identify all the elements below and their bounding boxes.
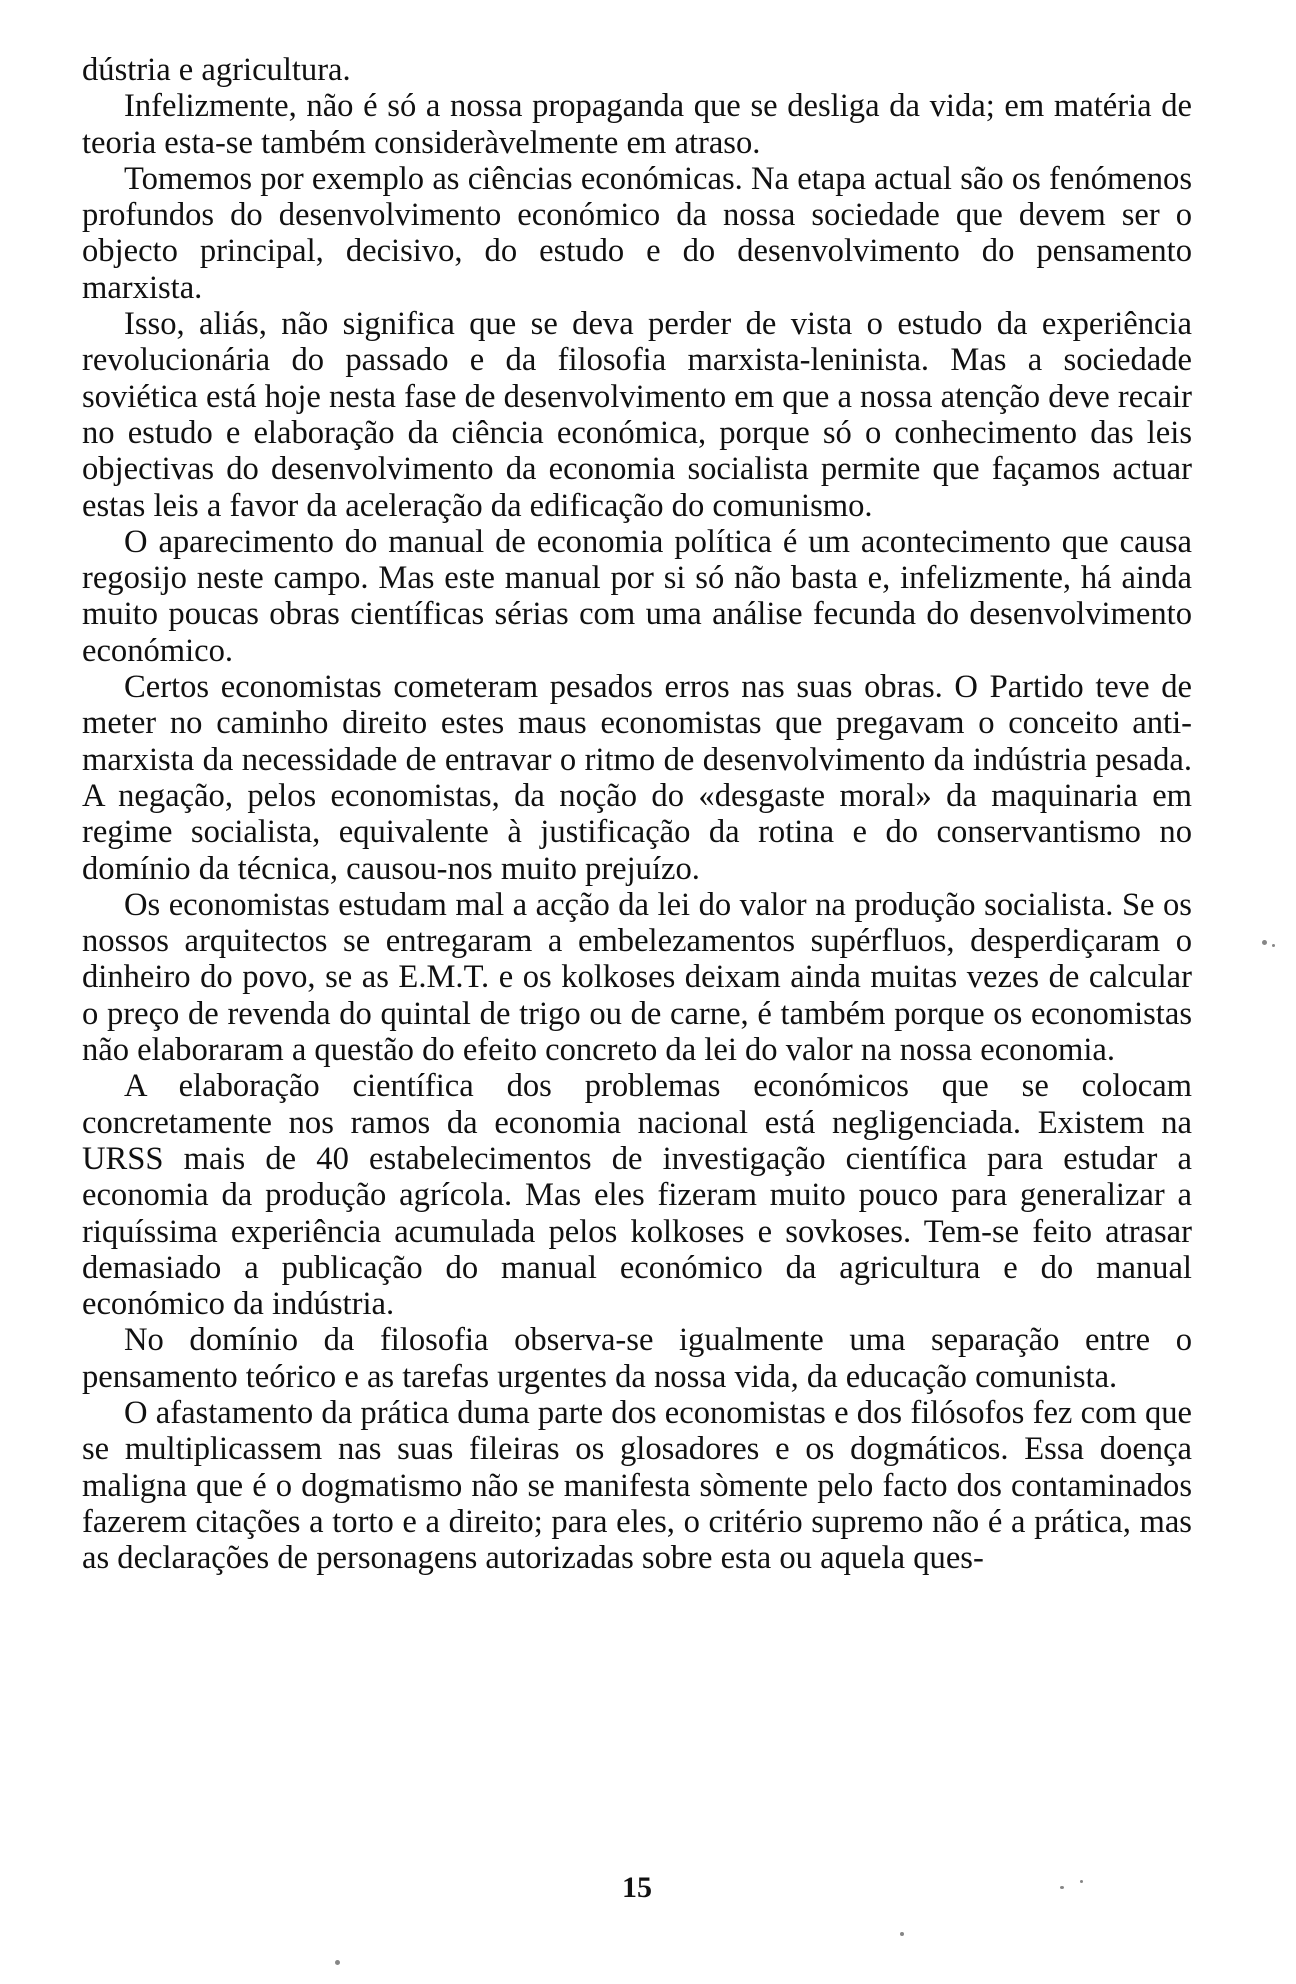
paragraph-1: dústria e agricultura. [82, 52, 351, 88]
paragraph-9: No domínio da filosofia observa-se igualmente uma separação entre o pensamento teórico e as tarefas urgentes da nossa vida, da educação comunista. [82, 1322, 1192, 1395]
paragraph-2: Infelizmente, não é só a nossa propaganda que se desliga da vida; em matéria de teoria esta-se também consideràvelmente em atraso. [82, 88, 1192, 161]
paragraph-5: O aparecimento do manual de economia política é um acontecimento que causa regosijo neste campo. Mas este manual por si só não basta e, infelizmente, há ainda muito poucas obras científicas sérias com uma análise fecunda do desenvolvimento económico. [82, 523, 1192, 669]
paragraph-10: O afastamento da prática duma parte dos economistas e dos filósofos fez com que se multiplicassem nas suas fileiras os glosadores e os dogmáticos. Essa doença maligna que é o dogmatismo não se manifesta sòmente pelo facto dos contaminados fazerem citações a torto e a direito; para eles, o critério supremo não é a prática, mas as declarações de personagens autorizadas sobre esta ou aquela ques- [82, 1394, 1192, 1577]
paragraph-4: Isso, aliás, não significa que se deva perder de vista o estudo da experiência revolucionária do passado e da filosofia marxista-leninista. Mas a sociedade soviética está hoje nesta fase de desenvolvimento em que a nossa atenção deve recair no estudo e elaboração da ciência económica, porque só o conhecimento das leis objectivas do desenvolvimento da economia socialista permite que façamos actuar estas leis a favor da aceleração da edificação do comunismo. [82, 306, 1192, 524]
paragraph-7: Os economistas estudam mal a acção da lei do valor na produção socialista. Se os nossos arquitectos se entregaram a embelezamentos supérfluos, desperdiçaram o dinheiro do povo, se as E.M.T. e os kolkoses deixam ainda muitas vezes de calcular o preço de revenda do quintal de trigo ou de carne, é também porque os economistas não elaboraram a questão do efeito concreto da lei do valor na nossa economia. [82, 886, 1192, 1069]
document-page [82, 52, 1192, 1932]
paragraph-3: Tomemos por exemplo as ciências económicas. Na etapa actual são os fenómenos profundos do desenvolvimento económico da nossa sociedade que devem ser o objecto principal, decisivo, do estudo e do desenvolvimento do pensamento marxista. [82, 160, 1192, 306]
scan-speck [900, 1932, 904, 1936]
paragraph-6: Certos economistas cometeram pesados erros nas suas obras. O Partido teve de meter no caminho direito estes maus economistas que pregavam o conceito anti-marxista da necessidade de entravar o ritmo de desenvolvimento da indústria pesada. A negação, pelos economistas, da noção do «desgaste moral» da maquinaria em regime socialista, equivalente à justificação da rotina e do conservantismo no domínio da técnica, causou-nos muito prejuízo. [82, 669, 1192, 887]
paragraph-8: A elaboração científica dos problemas económicos que se colocam concretamente nos ramos da economia nacional está negligenciada. Existem na URSS mais de 40 estabelecimentos de investigação científica para estudar a economia da produção agrícola. Mas eles fizeram muito pouco para generalizar a riquíssima experiência acumulada pelos kolkoses e sovkoses. Tem-se feito atrasar demasiado a publicação do manual económico da agricultura e do manual económico da indústria. [82, 1068, 1192, 1323]
scan-speck [1262, 940, 1267, 945]
page-number: 15 [622, 1871, 652, 1904]
scan-speck [335, 1960, 340, 1965]
scan-speck [1080, 1880, 1083, 1883]
scan-speck [1060, 1886, 1064, 1889]
scan-speck [1272, 944, 1275, 947]
